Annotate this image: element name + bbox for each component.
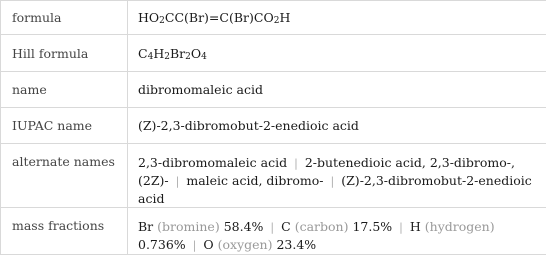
element-percent: 0.736% bbox=[138, 237, 186, 252]
row-mass-fractions bbox=[1, 207, 546, 254]
formula-part: H bbox=[279, 10, 291, 25]
row-label: formula bbox=[1, 1, 128, 34]
element-percent: 17.5% bbox=[352, 219, 393, 234]
element-name: (hydrogen) bbox=[424, 219, 495, 234]
mass-fractions-value bbox=[128, 208, 546, 254]
formula-subscript: 4 bbox=[201, 51, 207, 62]
formula-part: CC(Br)=C(Br)CO bbox=[164, 10, 274, 25]
element-symbol: Br bbox=[138, 219, 154, 234]
iupac-name-value: (Z)-2,3-dibromobut-2-enedioic acid bbox=[138, 118, 359, 133]
formula-part: C bbox=[138, 45, 148, 61]
element-name: (oxygen) bbox=[217, 237, 273, 252]
element-symbol: H bbox=[409, 219, 421, 234]
element-percent: 58.4% bbox=[223, 219, 264, 234]
row-formula bbox=[1, 1, 546, 34]
row-label: alternate names bbox=[1, 144, 128, 207]
formula-subscript: 2 bbox=[164, 51, 170, 62]
mass-fraction bbox=[203, 237, 316, 252]
formula-value bbox=[128, 1, 546, 34]
row-label: name bbox=[1, 72, 128, 107]
separator: | bbox=[270, 221, 275, 234]
alternate-name: 2,3-dibromomaleic acid bbox=[138, 155, 288, 170]
element-name: (carbon) bbox=[294, 219, 349, 234]
separator: | bbox=[192, 239, 197, 252]
row-label: mass fractions bbox=[1, 208, 128, 254]
element-name: (bromine) bbox=[157, 219, 220, 234]
separator: | bbox=[399, 221, 403, 234]
row-alternate-names bbox=[1, 143, 546, 207]
element-percent: 23.4% bbox=[276, 237, 317, 252]
alternate-name: (Z)-2,3-dibromobut-2-enedioic acid bbox=[138, 173, 532, 206]
mass-fraction bbox=[281, 219, 392, 234]
mass-fraction bbox=[138, 219, 263, 234]
alternate-names-value bbox=[128, 144, 546, 207]
row-label: Hill formula bbox=[1, 35, 128, 71]
formula-part: H bbox=[153, 45, 165, 61]
formula-subscript: 2 bbox=[185, 51, 191, 62]
row-hill-formula bbox=[1, 34, 546, 71]
separator: | bbox=[330, 175, 335, 188]
separator: | bbox=[294, 157, 298, 170]
formula-subscript: 2 bbox=[159, 16, 165, 26]
separator: | bbox=[175, 175, 180, 188]
alternate-name: maleic acid, dibromo- bbox=[186, 173, 324, 188]
row-label: IUPAC name bbox=[1, 108, 128, 143]
formula-subscript: 2 bbox=[273, 16, 280, 26]
row-iupac-name bbox=[1, 107, 546, 143]
hill-formula-value bbox=[128, 35, 546, 71]
formula-part: HO bbox=[138, 10, 160, 25]
alternate-name: 2-butenedioic acid, 2,3-dibromo-,(2Z)- bbox=[138, 155, 516, 188]
element-symbol: O bbox=[203, 237, 214, 252]
row-name bbox=[1, 71, 546, 107]
formula-subscript: 4 bbox=[147, 51, 154, 62]
name-value: dibromomaleic acid bbox=[138, 82, 264, 97]
element-symbol: C bbox=[281, 219, 291, 234]
formula-part: O bbox=[190, 45, 202, 61]
formula-part: Br bbox=[169, 45, 186, 61]
